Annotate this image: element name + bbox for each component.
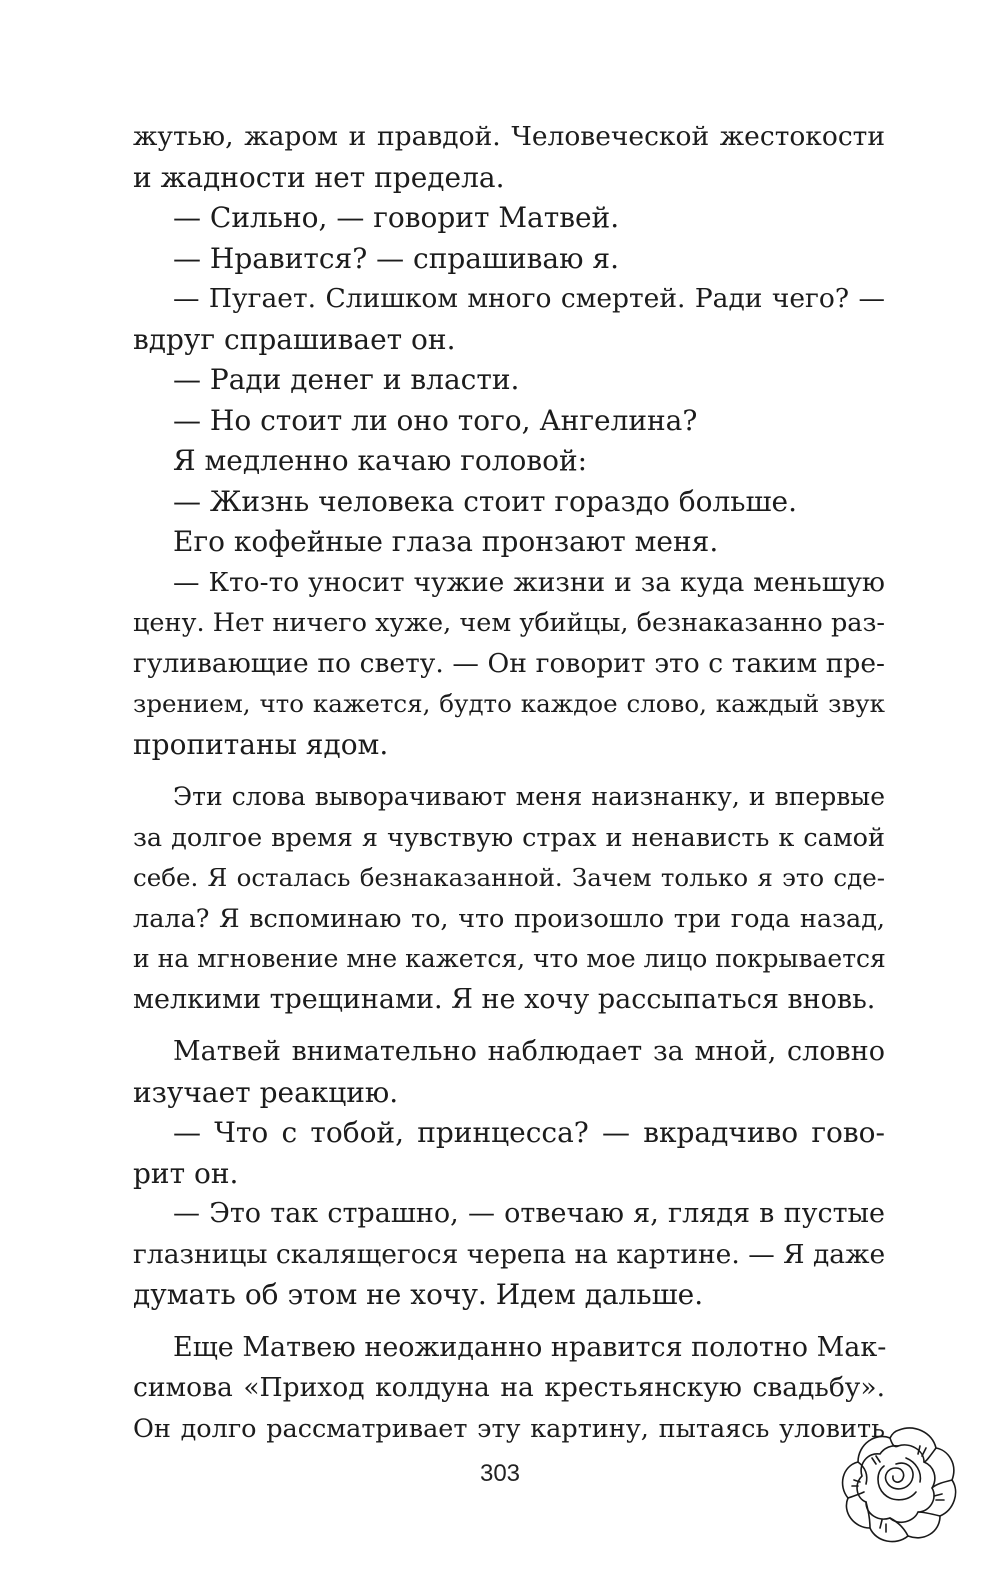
text-line: — Жизнь человека стоит гораздо больше. [173,484,797,518]
text-line: и жадности нет предела. [133,160,505,194]
text-line: мелкими трещинами. Я не хочу рассыпаться вновь. [133,983,876,1015]
text-line: — Что с тобой, принцесса? — вкрадчиво гово- [173,1116,885,1149]
text-line: цену. Нет ничего хуже, чем убийцы, безнаказанно раз- [133,608,885,638]
text-line: рит он. [133,1156,239,1190]
text-line: Я медленно качаю головой: [173,444,588,477]
text-line: Еще Матвею неожиданно нравится полотно Мак- [173,1331,887,1363]
text-line: — Нравится? — спрашиваю я. [173,241,619,275]
body-text [133,117,885,1449]
text-line: Его кофейные глаза пронзают меня. [173,525,719,558]
text-line: Эти слова выворачивают меня наизнанку, и впервые [173,782,885,811]
text-line: глазницы скалящегося черепа на картине. — Я даже [133,1238,886,1270]
rose-icon [836,1418,962,1550]
text-line: пропитаны ядом. [133,727,389,761]
text-line: себе. Я осталась безнаказанной. Зачем только я это сде- [133,863,885,892]
text-line: Он долго рассматривает эту картину, пытаясь уловить [133,1413,885,1444]
page-number: 303 [479,1460,521,1487]
text-line: Матвей внимательно наблюдает за мной, словно [173,1036,885,1067]
text-line: и на мгновение мне кажется, что мое лицо покрывается [133,944,886,973]
text-line: симова «Приход колдуна на крестьянскую свадьбу». [133,1372,885,1403]
text-line: зрением, что кажется, будто каждое слово, каждый звук [133,689,885,718]
text-line: — Сильно, — говорит Матвей. [173,201,620,234]
text-line: лала? Я вспоминаю то, что произошло три года назад, [133,903,885,934]
text-line: — Это так страшно, — отвечаю я, глядя в пустые [173,1198,885,1229]
text-line: за долгое время я чувствую страх и ненависть к самой [133,822,885,853]
text-line: — Ради денег и власти. [173,363,520,396]
text-line: — Пугает. Слишком много смертей. Ради чего? — [173,283,885,314]
text-line: вдруг спрашивает он. [133,322,456,356]
text-line: гуливающие по свету. — Он говорит это с таким пре- [133,647,885,679]
text-line: — Но стоит ли оно того, Ангелина? [173,403,698,437]
text-line: — Кто-то уносит чужие жизни и за куда меньшую [173,566,885,598]
text-line: жутью, жаром и правдой. Человеческой жестокости [133,121,885,152]
text-line: думать об этом не хочу. Идем дальше. [133,1278,704,1311]
text-line: изучает реакцию. [133,1075,399,1109]
